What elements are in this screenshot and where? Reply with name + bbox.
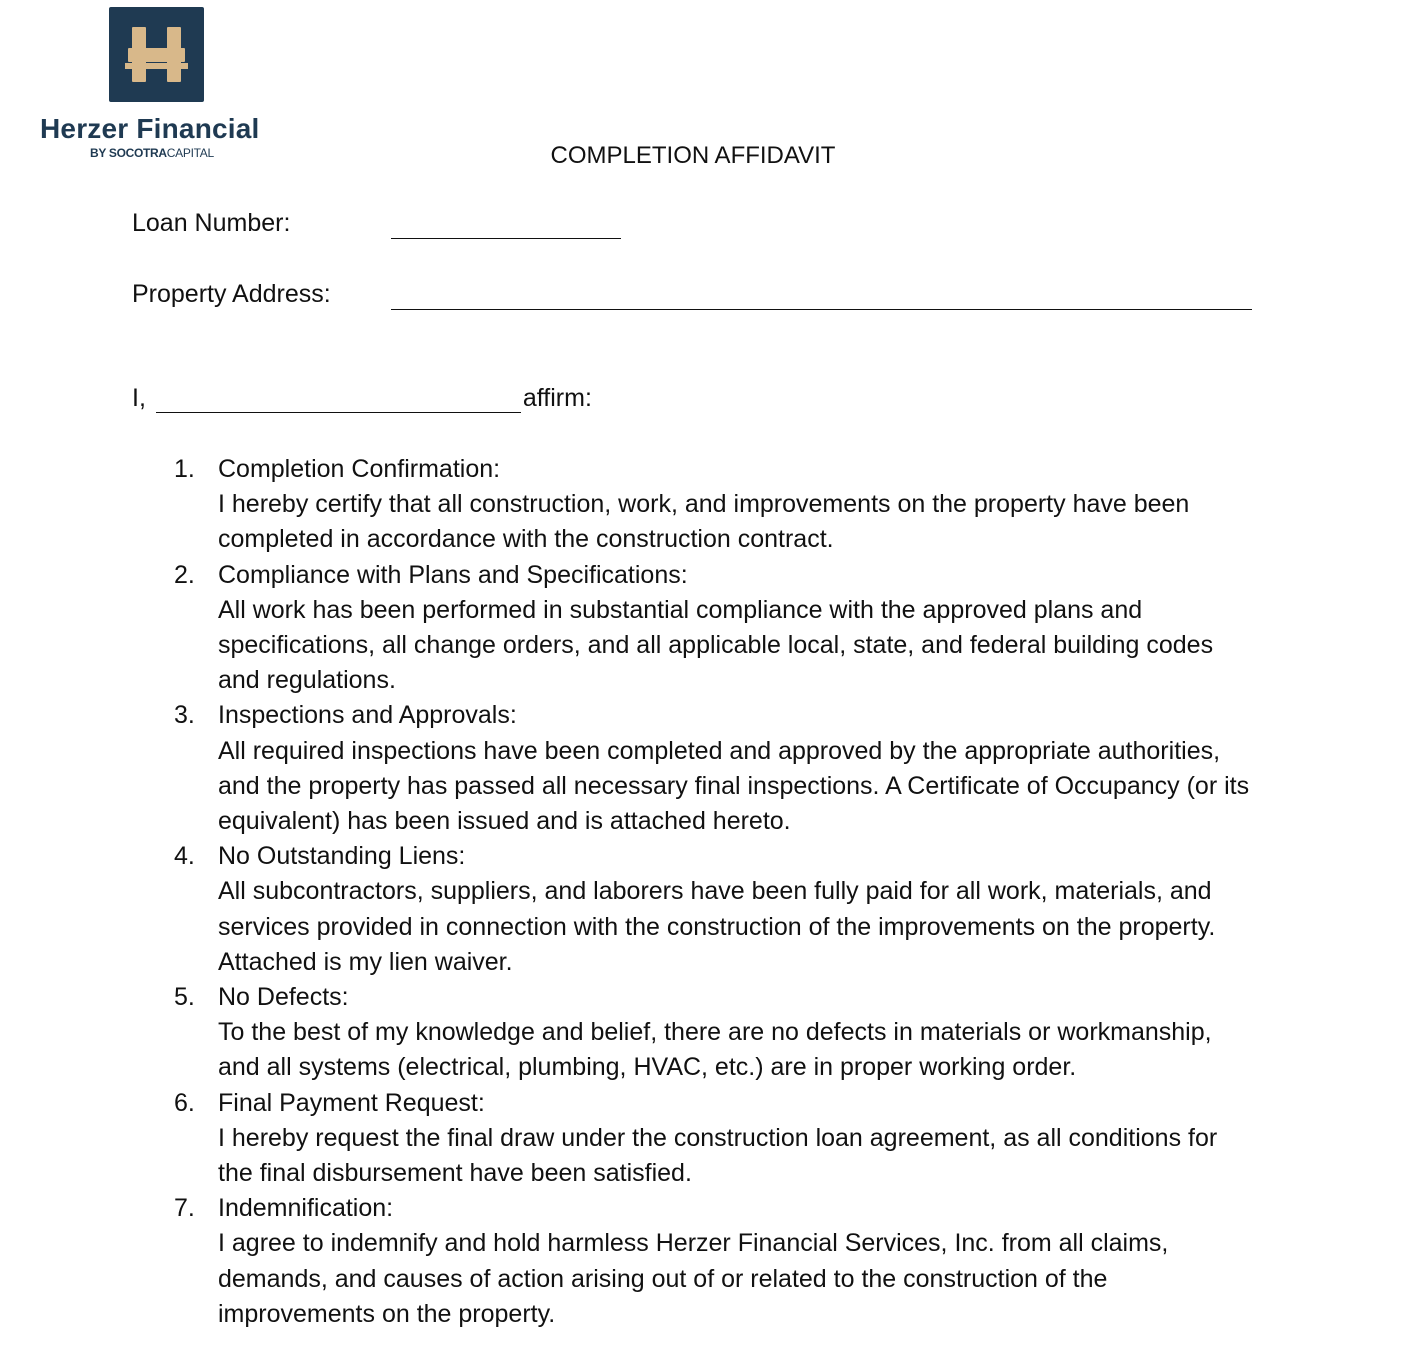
affirm-statement	[132, 384, 592, 413]
item-heading: Compliance with Plans and Specifications:	[218, 560, 688, 589]
list-item	[174, 980, 1254, 1086]
logo-mark-icon	[109, 7, 204, 102]
item-heading: Final Payment Request:	[218, 1088, 485, 1117]
list-item	[174, 698, 1254, 839]
list-item	[174, 1086, 1254, 1192]
document-title: COMPLETION AFFIDAVIT	[550, 142, 836, 169]
item-body: I hereby request the final draw under the construction loan agreement, as all conditions for the final disbursement have been satisfied.	[218, 1123, 1218, 1188]
affiant-name-blank[interactable]	[156, 386, 521, 413]
list-item	[174, 1191, 1254, 1332]
list-item	[174, 558, 1254, 699]
loan-number-label: Loan Number:	[132, 209, 291, 237]
item-body: I agree to indemnify and hold harmless Herzer Financial Services, Inc. from all claims, demands, and causes of action arising out of or related to the construction of the improvements on the property.	[218, 1229, 1169, 1328]
item-number: 3.	[174, 701, 195, 730]
item-number: 5.	[174, 983, 195, 1012]
item-number: 6.	[174, 1088, 195, 1117]
item-number: 7.	[174, 1194, 195, 1223]
item-body: All work has been performed in substantial compliance with the approved plans and specifications, all change orders, and all applicable local, state, and federal building codes and regulations.	[218, 595, 1214, 695]
item-number: 2.	[174, 560, 195, 589]
logo-tagline-prefix: BY SOCOTRA	[90, 146, 167, 160]
item-body: I hereby certify that all construction, work, and improvements on the property have been completed in accordance with the construction contract.	[218, 490, 1190, 554]
list-item	[174, 452, 1254, 558]
item-heading: Inspections and Approvals:	[218, 701, 517, 730]
list-item	[174, 839, 1254, 980]
item-heading: No Defects:	[218, 983, 349, 1012]
item-heading: Indemnification:	[218, 1194, 394, 1223]
item-body: To the best of my knowledge and belief, there are no defects in materials or workmanship, and all systems (electrical, plumbing, HVAC, etc.) are in proper working order.	[218, 1018, 1212, 1082]
affidavit-items	[174, 452, 1254, 1332]
item-body: All subcontractors, suppliers, and laborers have been fully paid for all work, materials, and services provided in connection with the construction of the improvements on the property. Attached is my lien waiver.	[218, 877, 1216, 976]
item-body: All required inspections have been completed and approved by the appropriate authorities, and the property has passed all necessary final inspections. A Certificate of Occupancy (or its equivalent) has been issued and is attached hereto.	[218, 736, 1250, 836]
property-address-blank[interactable]	[391, 309, 1252, 310]
item-number: 1.	[174, 455, 195, 483]
property-address-label: Property Address:	[132, 280, 331, 308]
loan-number-blank[interactable]	[391, 238, 621, 239]
item-number: 4.	[174, 842, 195, 871]
logo-company-name: Herzer Financial	[40, 113, 260, 144]
affirm-suffix: affirm:	[522, 384, 592, 412]
item-heading: Completion Confirmation:	[218, 455, 501, 483]
item-heading: No Outstanding Liens:	[218, 842, 466, 871]
logo-tagline-suffix: CAPITAL	[166, 146, 214, 160]
affirm-prefix: I,	[132, 384, 146, 412]
